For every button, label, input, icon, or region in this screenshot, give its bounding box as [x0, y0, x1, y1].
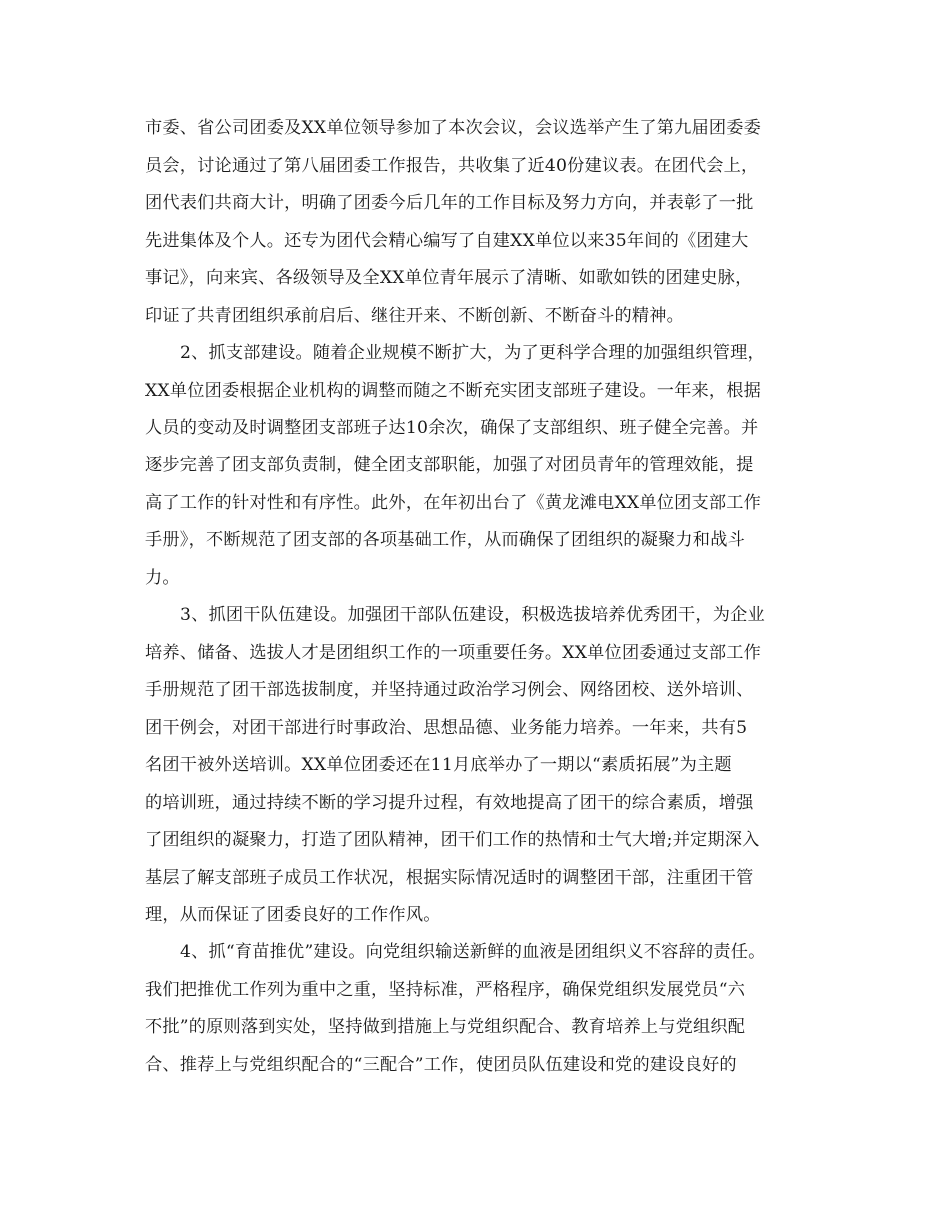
- text-line: 逐步完善了团支部负责制，健全团支部职能，加强了对团员青年的管理效能，提: [145, 455, 754, 475]
- text-line: 3、抓团干队伍建设。加强团干部队伍建设，积极选拔培养优秀团干，为企业: [180, 605, 765, 625]
- text-line: 人员的变动及时调整团支部班子达10余次，确保了支部组织、班子健全完善。并: [145, 418, 759, 438]
- text-line: 基层了解支部班子成员工作状况，根据实际情况适时的调整团干部，注重团干管: [145, 868, 754, 888]
- text-line: 培养、储备、选拔人才是团组织工作的一项重要任务。XX单位团委通过支部工作: [145, 643, 762, 663]
- text-line: 的培训班，通过持续不断的学习提升过程，有效地提高了团干的综合素质，增强: [145, 793, 754, 813]
- text-line: 市委、省公司团委及XX单位领导参加了本次会议，会议选举产生了第九届团委委: [145, 118, 762, 138]
- text-line: XX单位团委根据企业机构的调整而随之不断充实团支部班子建设。一年来，根据: [145, 381, 762, 401]
- text-line: 手册》，不断规范了团支部的各项基础工作，从而确保了团组织的凝聚力和战斗: [145, 530, 745, 550]
- text-line: 我们把推优工作列为重中之重，坚持标准，严格程序，确保党组织发展党员“六: [145, 980, 746, 1000]
- text-line: 了团组织的凝聚力，打造了团队精神，团干们工作的热情和士气大增;并定期深入: [145, 830, 760, 850]
- text-line: 名团干被外送培训。XX单位团委还在11月底举办了一期以“素质拓展”为主题: [145, 755, 732, 775]
- text-line: 力。: [145, 568, 180, 588]
- text-line: 合、推荐上与党组织配合的“三配合”工作，使团员队伍建设和党的建设良好的: [145, 1055, 737, 1075]
- text-line: 员会，讨论通过了第八届团委工作报告，共收集了近40份建议表。在团代会上，: [145, 156, 759, 176]
- text-line: 手册规范了团干部选拔制度，并坚持通过政治学习例会、网络团校、送外培训、: [145, 680, 754, 700]
- text-line: 先进集体及个人。还专为团代会精心编写了自建XX单位以来35年间的《团建大: [145, 231, 749, 251]
- text-line: 2、抓支部建设。随着企业规模不断扩大，为了更科学合理的加强组织管理，: [180, 343, 765, 363]
- text-line: 团干例会，对团干部进行时事政治、思想品德、业务能力培养。一年来，共有5: [145, 718, 748, 738]
- text-line: 不批”的原则落到实处，坚持做到措施上与党组织配合、教育培养上与党组织配: [145, 1017, 746, 1037]
- text-line: 事记》，向来宾、各级领导及全XX单位青年展示了清晰、如歌如铁的团建史脉，: [145, 268, 753, 288]
- text-line: 高了工作的针对性和有序性。此外，在年初出台了《黄龙滩电XX单位团支部工作: [145, 493, 762, 513]
- text-line: 团代表们共商大计，明确了团委今后几年的工作目标及努力方向，并表彰了一批: [145, 193, 754, 213]
- text-line: 理，从而保证了团委良好的工作作风。: [145, 905, 441, 925]
- text-line: 印证了共青团组织承前启后、继往开来、不断创新、不断奋斗的精神。: [145, 306, 685, 326]
- text-line: 4、抓“育苗推优”建设。向党组织输送新鲜的血液是团组织义不容辞的责任。: [180, 942, 766, 962]
